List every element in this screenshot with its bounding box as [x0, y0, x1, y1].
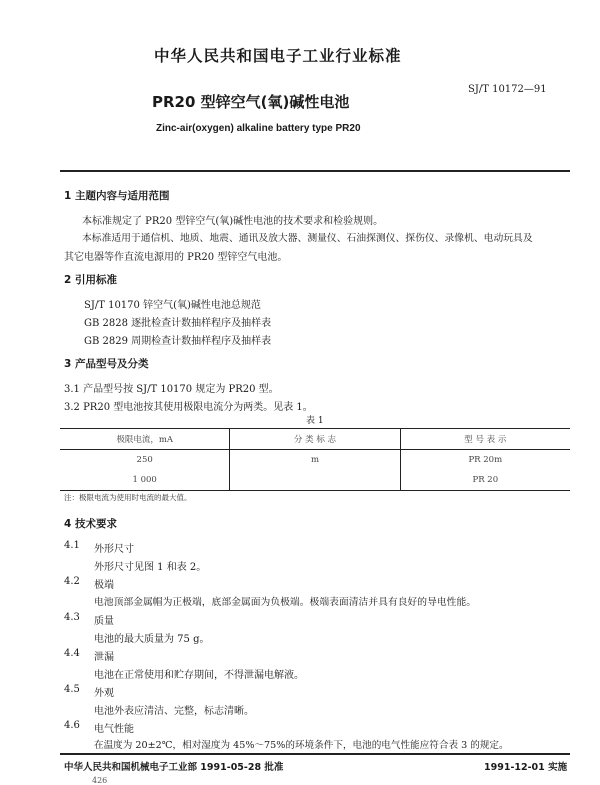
table-cell: PR 20 [400, 470, 570, 491]
reference-item: SJ/T 10170 锌空气(氧)碱性电池总规范 [84, 300, 261, 311]
table-cell: PR 20m [400, 450, 570, 471]
document-subtitle: Zinc-air(oxygen) alkaline battery type PR20 [156, 123, 361, 134]
clause-text: 电池的最大质量为 75 g。 [94, 634, 210, 645]
table-header-row [60, 429, 570, 450]
standard-org-title: 中华人民共和国电子工业行业标准 [154, 47, 402, 65]
section-2-heading: 2 引用标准 [64, 274, 117, 286]
clause-title: 泄漏 [94, 652, 114, 663]
table-caption: 表 1 [306, 416, 324, 426]
table-row [60, 450, 570, 471]
table-cell: m [230, 450, 400, 471]
clause-number: 4.3 [64, 612, 80, 623]
clause-number: 4.2 [64, 576, 80, 587]
table-cell: 1 000 [132, 475, 157, 485]
document-title: PR20 型锌空气(氧)碱性电池 [152, 93, 350, 111]
table-cell [230, 470, 400, 491]
reference-item: GB 2829 周期检查计数抽样程序及抽样表 [84, 336, 272, 347]
approval-line: 中华人民共和国机械电子工业部 1991-05-28 批准 [64, 762, 284, 773]
clause-title: 外观 [94, 688, 114, 699]
section-1-paragraph: 本标准适用于通信机、地质、地震、通讯及放大器、测量仪、石油探测仪、探伤仪、录像机、电动玩具及 [82, 233, 533, 244]
clause-title: 外形尺寸 [94, 544, 134, 555]
clause-number: 4.1 [64, 540, 80, 551]
clause-text: 外形尺寸见图 1 和表 2。 [94, 562, 207, 573]
clause-text: 在温度为 20±2℃，相对湿度为 45%～75%的环境条件下，电池的电气性能应符合表 3 的规定。 [94, 740, 509, 751]
clause-number: 4.4 [64, 648, 80, 659]
section-4-heading: 4 技术要求 [64, 518, 117, 530]
standard-code: SJ/T 10172—91 [468, 84, 547, 95]
table-note: 注：极限电流为使用时电流的最大值。 [64, 493, 192, 502]
table-header-cell: 分 类 标 志 [230, 429, 400, 450]
table-cell: 250 [136, 455, 153, 465]
page-number: 426 [92, 776, 108, 785]
table-1 [60, 428, 570, 491]
table-header-cell: 极限电流，mA [116, 435, 174, 445]
clause-number: 4.5 [64, 684, 80, 695]
table-row [60, 470, 570, 491]
table-header-cell: 型 号 表 示 [400, 429, 570, 450]
clause-title: 电气性能 [94, 724, 134, 735]
header-divider [60, 170, 570, 172]
reference-item: GB 2828 逐批检查计数抽样程序及抽样表 [84, 318, 272, 329]
clause-title: 极端 [94, 580, 114, 591]
section-1-heading: 1 主题内容与适用范围 [64, 190, 170, 202]
effective-date: 1991-12-01 实施 [484, 762, 568, 773]
section-3-heading: 3 产品型号及分类 [64, 358, 149, 370]
clause-number: 4.6 [64, 720, 80, 731]
section-3-item: 3.2 PR20 型电池按其使用极限电流分为两类。见表 1。 [64, 402, 313, 413]
section-3-item: 3.1 产品型号按 SJ/T 10170 规定为 PR20 型。 [64, 384, 279, 395]
section-1-paragraph: 其它电器等作直流电源用的 PR20 型锌空气电池。 [64, 252, 288, 263]
clause-text: 电池外表应清洁、完整，标志清晰。 [94, 706, 254, 717]
footer-divider [60, 753, 570, 755]
clause-text: 电池在正常使用和贮存期间，不得泄漏电解液。 [94, 670, 304, 681]
clause-text: 电池顶部金属帽为正极端，底部金属面为负极端。极端表面清洁并具有良好的导电性能。 [94, 597, 477, 608]
section-1-paragraph: 本标准规定了 PR20 型锌空气(氧)碱性电池的技术要求和检验规则。 [82, 216, 384, 227]
clause-title: 质量 [94, 616, 114, 627]
